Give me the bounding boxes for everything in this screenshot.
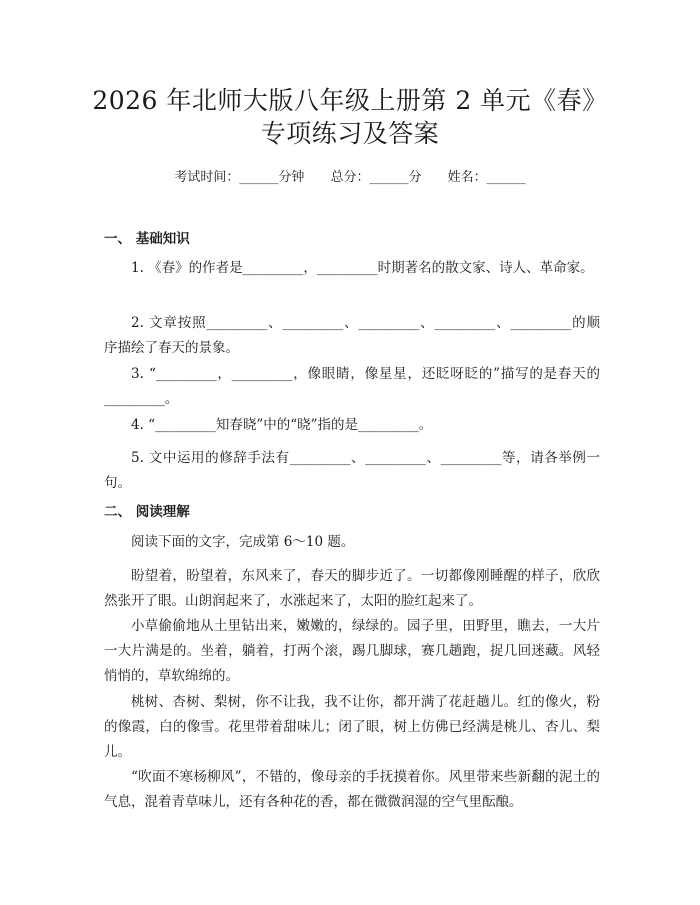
section-heading-reading: 二、 阅读理解 <box>104 504 190 520</box>
question-5: 5. 文中运用的修辞手法有_________、_________、_________等，请各举例一句。 <box>104 450 600 491</box>
page-title: 2026 年北师大版八年级上册第 2 单元《春》 <box>92 86 608 115</box>
question-4: 4. “_________知春晓”中的“晓”指的是_________。 <box>131 417 433 433</box>
exam-info <box>0 170 700 186</box>
page-subtitle: 专项练习及答案 <box>260 119 440 148</box>
exam-score: 总分：______分 <box>330 170 422 185</box>
reading-paragraph: “吹面不寒杨柳风”，不错的，像母亲的手抚摸着你。风里带来些新翻的泥土的气息，混着青草味儿，还有各种花的香，都在微微润湿的空气里酝酿。 <box>104 769 600 810</box>
question-1: 1. 《春》的作者是_________，_________时期著名的散文家、诗人、革命家。 <box>131 260 594 276</box>
reading-paragraph: 桃树、杏树、梨树，你不让我，我不让你，都开满了花赶趟儿。红的像火，粉的像霞，白的像雪。花里带着甜味儿；闭了眼，树上仿佛已经满是桃儿、杏儿、梨儿。 <box>104 694 600 760</box>
section-heading-basics: 一、 基础知识 <box>104 231 190 247</box>
reading-intro: 阅读下面的文字，完成第 6～10 题。 <box>131 534 355 550</box>
reading-paragraph: 盼望着，盼望着，东风来了，春天的脚步近了。一切都像刚睡醒的样子，欣欣然张开了眼。山朗润起来了，水涨起来了，太阳的脸红起来了。 <box>104 568 600 609</box>
exam-time: 考试时间：______分钟 <box>174 170 305 185</box>
question-3: 3. “_________，_________，像眼睛，像星星，还眨呀眨的”描写的是春天的_________。 <box>104 366 600 407</box>
exam-name: 姓名：______ <box>447 170 526 185</box>
question-2: 2. 文章按照_________、_________、_________、_________、_________的顺序描绘了春天的景象。 <box>104 315 600 356</box>
reading-paragraph: 小草偷偷地从土里钻出来，嫩嫩的，绿绿的。园子里，田野里，瞧去，一大片一大片满是的。坐着，躺着，打两个滚，踢几脚球，赛几趟跑，捉几回迷藏。风轻悄悄的，草软绵绵的。 <box>104 618 600 684</box>
